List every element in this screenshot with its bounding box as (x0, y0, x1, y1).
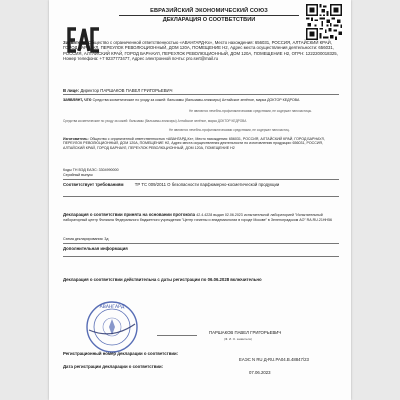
declares-block (63, 97, 339, 102)
manufacturer-serial: Серийный выпуск (63, 173, 93, 177)
registration-date-row (63, 364, 243, 369)
separator (63, 256, 339, 257)
applicant-text: Общество с ограниченной ответственностью «АВАНГАРД-Кх», Место нахождения: 656031, РОССИЯ, АЛТАЙСКИЙ КРАЙ, ГОРОД БАРНАУЛ, ПЕРЕУЛОК РЕВОЛЮЦИОННЫЙ, ДОМ 120А, ПОМЕЩЕНИЕ Н2, Адрес места осуществления деятельности: 656031, РОССИЯ, АЛТАЙСКИЙ КРАЙ, ГОРОД БАРНАУЛ, ПЕРЕУЛОК РЕВОЛЮЦИОННЫЙ, ДОМ 120А, ПОМЕЩЕНИЕ Н2, ОГРН: 1222200018325, Номер телефона: +7 9237773477, Адрес электронной почты: pro.sert@mail.ru (63, 40, 338, 61)
declares-note-1: Не являются лечебно-профилактическими средствами, не содержат наночастицы. (189, 109, 312, 113)
basis-scheme: Схема декларирования: 3д (63, 237, 109, 241)
applicant-block (63, 40, 339, 61)
manufacturer-label: Изготовитель: (63, 137, 89, 141)
registration-number: ЕАЭС N RU Д-RU.РА04.В.48847/23 (239, 357, 309, 362)
face-label: В лице: (63, 88, 80, 93)
separator (63, 94, 339, 95)
company-stamp-icon (85, 300, 139, 354)
basis-protocol: 42.4.4228 выдан 02.06.2023 (196, 213, 243, 217)
manufacturer-text: Общество с ограниченной ответственностью «АВАНГАРД-Кх», Место нахождения: 656031, РОССИЯ, АЛТАЙСКИЙ КРАЙ, ГОРОД БАРНАУЛ, ПЕРЕУЛОК РЕВОЛЮЦИОННЫЙ, ДОМ 120А, ПОМЕЩЕНИЕ Н2, Адрес места осуществления деятельности по изготовлению продукции: 656031, РОССИЯ, АЛТАЙСКИЙ КРАЙ, ГОРОД БАРНАУЛ, ПЕРЕУЛОК РЕВОЛЮЦИОННЫЙ, ДОМ 120А, ПОМЕЩЕНИЕ Н2 (63, 137, 325, 150)
declares-label: заявляет, что (63, 97, 92, 102)
compliance-text: ТР ТС 009/2011 О безопасности парфюмерно-косметической продукции (134, 182, 280, 187)
qr-code-icon (306, 4, 342, 40)
registration-number-row (63, 351, 339, 356)
declaration-page (49, 0, 351, 400)
signer-name: ПАРШАКОВ ПАВЕЛ ГРИГОРЬЕВИЧ (209, 330, 282, 335)
separator (63, 179, 339, 180)
stamp-label: АВАНГАРД (99, 305, 125, 310)
validity-text: Декларация о соответствии действительна с даты регистрации по 06.06.2028 включительно (63, 277, 262, 282)
signer-name-caption: (Ф. И. О. заявителя) (224, 337, 252, 341)
face-text: Директор ПАРШАКОВ ПАВЕЛ ГРИГОРЬЕВИЧ (80, 88, 173, 93)
manufacturer-codes: Коды ТН ВЭД ЕАЭС: 3304990000 (63, 168, 119, 172)
union-title: ЕВРАЗИЙСКИЙ ЭКОНОМИЧЕСКИЙ СОЮЗ (150, 8, 268, 14)
compliance-block (63, 182, 339, 187)
declares-line-2: Средства косметические по уходу за кожей: бальзамы (бальзамы-эликсиры) Алтайское зелёное, марка ДОКТОР КЕДРОВА (63, 119, 247, 123)
registration-date: 07.06.2023 (249, 370, 271, 375)
basis-label: Декларация о соответствии принята на основании протокола (63, 212, 196, 217)
compliance-label: Соответствует требованиям (63, 182, 124, 187)
basis-block (63, 212, 339, 223)
basis-text: испытательной лабораторией "Испытательный лабораторный центр Филиала Федерального бюджетного учреждения "Центр гигиены и эпидемиологии в городе Москве" в Зеленоградском АО" RA.RU.21HH56 (63, 213, 333, 223)
declaration-title: ДЕКЛАРАЦИЯ О СООТВЕТСТВИИ (162, 17, 256, 23)
separator (63, 243, 339, 244)
separator (63, 196, 339, 197)
validity-block (63, 277, 313, 282)
registration-date-label: Дата регистрации декларации о соответствии: (63, 364, 164, 369)
face-block (63, 88, 339, 93)
additional-label: Дополнительная информация (63, 246, 128, 251)
registration-number-label: Регистрационный номер декларации о соответствии: (63, 351, 179, 356)
manufacturer-block (63, 137, 339, 150)
declares-note-2: Не являются лечебно-профилактическими средствами, не содержат наночастиц. (169, 128, 290, 132)
declares-text: Средства косметические по уходу за кожей: бальзамы (бальзамы-эликсиры) Алтайское зелёное, марка ДОКТОР КЕДРОВА (92, 98, 300, 102)
header-rule (119, 15, 299, 16)
additional-block (63, 246, 339, 251)
signature-line (157, 335, 197, 336)
applicant-label: Заявитель: (63, 40, 88, 45)
